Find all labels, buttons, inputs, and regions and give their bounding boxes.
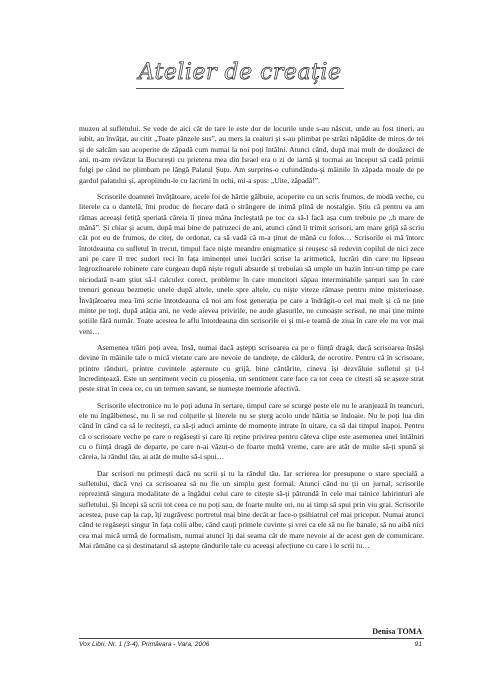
section-title: Atelier de creație <box>138 60 342 85</box>
page-number: 91 <box>414 641 422 648</box>
footer-publication: Vox Libri, Nr. 1 (3-4), Primăvara - Vara, 2006 <box>79 641 210 648</box>
paragraph-2: Scrisorile doamnei învățătoare, acele foi de hârtie gălbuie, acoperite cu un scris frumos, de modă veche, cu literele ca o dantelă, îmi produc de fiecare dată o strângere de inimă plină de nostalgie. Știu că pentru ea am rămas aceeași fetiță speriată căreia îi ținea mâna încleștată pe toc ca să-l facă așa cum trebuie pe „h mare de mână”. Și chiar și acum, după mai bine de patruzeci de ani, atunci când îi trimit scrisori, am mare grijă să scriu cât pot eu de frumos, de citeț, de ordonat, ca să vadă că m-a ținut de mână cu folos… Scrisorile ei mă întorc întotdeauna cu sufletul în trecut, timpul face niște meandre enigmatice și reușesc să redevin copilul de nici zece ani pe care îl trec sudori reci în fața iminenței unei lucrări scrise la aritmetică, lucrări din care nu lipseau îngrozitoarele robinete care curgeau după niște reguli absurde și trebuiau să umple un bazin într-un timp pe care niciodată n-am știut să-l calculez corect, probleme în care muncitori săpau interminabile șanțuri sau în care trenuri goneau bezmetic unele după altele, unele spre altele, cu niște viteze râmase pentru mine misterioase. Învățătoarea mea îmi scrie întotdeauna că noi am fost generația pe care a îndrăgit-o cel mai mult și că ne ține minte pe toți, după atâția ani, ne vede aievea privirile, ne aude glasurile, ne cunoaște scrisul, ne mai ține minte șotiile fără număr. Toate acestea le aflu întotdeauna din scrisorile ei și mi-e teamă de ziua în care ele nu vor mai veni… <box>79 192 424 336</box>
author-signature: Denisa TOMA <box>372 627 422 636</box>
paragraph-4: Scrisorile electronice nu le poți aduna în sertare, timpul care se scurge peste ele nu le aranjează în teancuri, ele nu îngălbenesc, nu li se rod colțurile și literele nu se șterg acolo unde hârtia se îndoaie. Nu le poți lua din când în când ca să le recitești, ca să-ți aduci aminte de momente intrate în uitare, ca să dai timpul înapoi. Pentru că o scrisoare veche pe care o regăsești și care îți reține privirea pentru câteva clipe este asemenea unei întâlniri cu o ființă dragă de departe, pe care n-ai văzut-o de foarte multă vreme, care are atât de multe să-ți spună și căreia, la rândul tău, ai atât de multe să-i spui… <box>79 400 424 462</box>
paragraph-3: Asemenea trăiri poți avea, însă, numai dacă aștepți scrisoarea ca pe o ființă dragă, dacă scrisoarea însăși devine în mâinile tale o micã vietate care are nevoie de tandrețe, de căldură, de ocrotire. Pentru că în scrisoare, printre rânduri, printre cuvintele așternute cu grijă, bine cântărite, cineva își dezvăluie sufletul și ți-l încredințează. Este un sentiment vecin cu pioșenia, un sentiment care face ca tot ceea ce citești să se așeze strat peste strat în ceea ce, cu un termen savant, se numește memorie afectivă. <box>79 342 424 394</box>
title-underline <box>136 88 344 89</box>
article-body <box>79 124 424 557</box>
paragraph-5: Dar scrisori nu primești dacă nu scrii și tu la rândul tău. Iar scrierea lor presupune o stare specială a sufletului, dacă vrei ca scrisoarea să nu fie un simplu gest formal. Atunci când nu ții un jurnal, scrisorile reprezintă singura modalitate de a îngădui celui care te citește să-ți pătrundă în cele mai tainice labirinturi ale sufletului. Și începi să scrii tot ceea ce nu poți sau, de foarte multe ori, nu ai timp să spui prin viu grai. Scrisorile acestea, puse cap la cap, îți zugrăvesc portretul mai bine decât ar face-o psihiatrul cel mai priceput. Numai atunci când te regăsești singur în fața colii albe, când cauți primele cuvinte și vrei ca ele să nu fie banale, să nu aibă nici cea mai mică urmă de formalism, numai atunci îți dai seama cât de mare nevoie ai de acest gen de comunicare. Mai rămâne ca și destinatarul să aștepte rândurile tale cu aceeași afecțiune cu care i le scrii tu… <box>79 468 424 551</box>
paragraph-1: muzeu al sufletului. Se vede de aici cât de tare le este dor de locurile unde s-au născut, unde au fost tineri, au iubit, au învățat, au citit „Toate pânzele sus”, au mers la ceaiuri și s-au plimbat pe străzi năpădite de miros de tei și de salcâm sau acoperite de zăpadă cum numai la noi poți întâlni. Atunci când, după mai mult de douăzeci de ani, m-am revăzut la București cu prietena mea din Israel era o zi de iarnă și tocmai au început să cadă primii fulgi pe când ne plimbam pe lângă Palatul Șuțu. Am surprins-o cufundându-și mâinile în zăpada moale de pe gardul palatului și, apropiindu-le cu lacrimi în ochi, mi-a spus: „Uite, zăpadă!”. <box>79 124 424 185</box>
footer-divider <box>79 638 424 639</box>
